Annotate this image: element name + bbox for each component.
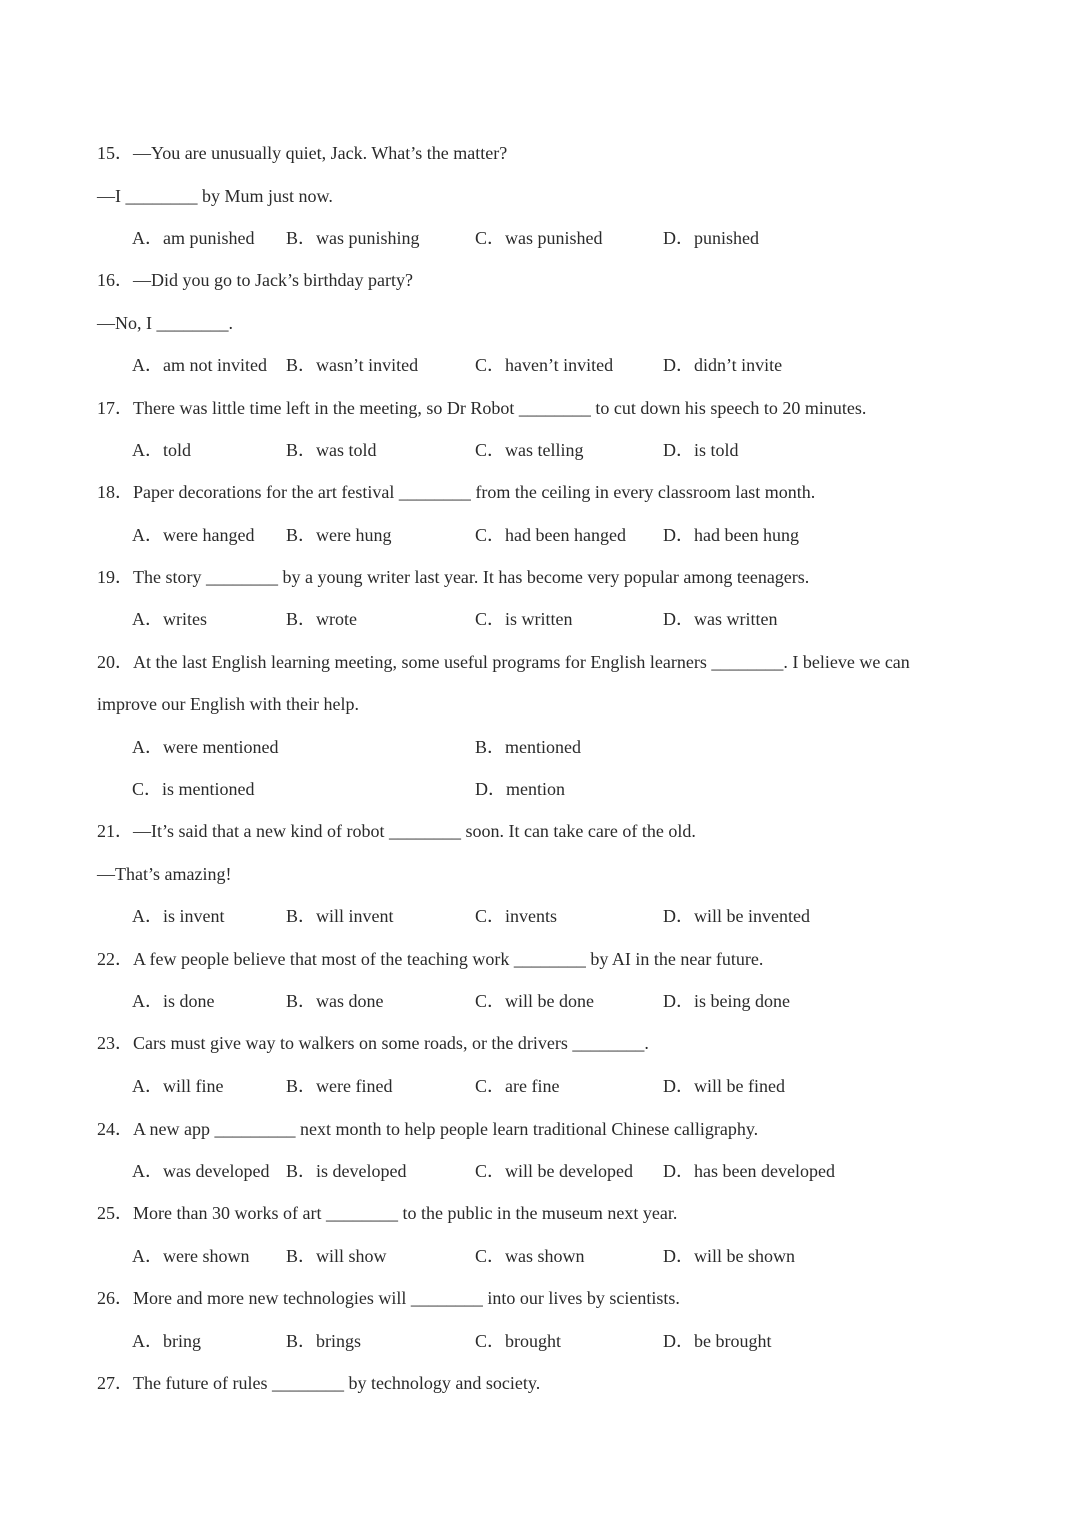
question-25-option-a: A．were shown [132, 1246, 250, 1266]
question-23-option-b: B．were fined [286, 1076, 393, 1096]
question-20-option-a: A．were mentioned [132, 737, 279, 757]
question-23-option-a: A．will fine [132, 1076, 224, 1096]
question-22-option-b: B．was done [286, 991, 384, 1011]
question-23-stem: 23．Cars must give way to walkers on some roads, or the drivers ________. [97, 1033, 649, 1053]
question-19-option-b: B．wrote [286, 609, 357, 629]
question-18-option-d: D．had been hung [663, 525, 799, 545]
question-21-stem-line2: —That’s amazing! [97, 864, 232, 884]
question-23-option-d: D．will be fined [663, 1076, 785, 1096]
question-20-option-d: D．mention [475, 779, 565, 799]
question-25-option-d: D．will be shown [663, 1246, 795, 1266]
question-24-option-b: B．is developed [286, 1161, 407, 1181]
question-16-stem: 16．—Did you go to Jack’s birthday party? [97, 270, 413, 290]
question-27-stem: 27．The future of rules ________ by technology and society. [97, 1373, 541, 1393]
question-19-option-a: A．writes [132, 609, 207, 629]
question-24-option-c: C．will be developed [475, 1161, 633, 1181]
question-18-option-a: A．were hanged [132, 525, 255, 545]
question-26-stem: 26．More and more new technologies will ________ into our lives by scientists. [97, 1288, 680, 1308]
question-19-option-d: D．was written [663, 609, 778, 629]
question-19-stem: 19．The story ________ by a young writer last year. It has become very popular among teenagers. [97, 567, 810, 587]
question-17-option-c: C．was telling [475, 440, 584, 460]
question-18-option-b: B．were hung [286, 525, 392, 545]
question-16-stem-line2: —No, I ________. [97, 313, 233, 333]
question-20-option-b: B．mentioned [475, 737, 581, 757]
question-22-option-a: A．is done [132, 991, 215, 1011]
question-26-option-d: D．be brought [663, 1331, 772, 1351]
question-18-stem: 18．Paper decorations for the art festival ________ from the ceiling in every classroom last month. [97, 482, 816, 502]
question-20-option-c: C．is mentioned [132, 779, 255, 799]
question-21-stem: 21．—It’s said that a new kind of robot ________ soon. It can take care of the old. [97, 821, 696, 841]
question-24-option-d: D．has been developed [663, 1161, 835, 1181]
question-17-option-b: B．was told [286, 440, 377, 460]
question-16-option-d: D．didn’t invite [663, 355, 783, 375]
question-16-option-b: B．wasn’t invited [286, 355, 419, 375]
question-20-stem-line2: improve our English with their help. [97, 694, 359, 714]
question-20-stem: 20．At the last English learning meeting, some useful programs for English learners ________. I believe we can [97, 652, 910, 672]
question-24-stem: 24．A new app _________ next month to help people learn traditional Chinese calligraphy. [97, 1119, 759, 1139]
question-15-option-c: C．was punished [475, 228, 603, 248]
question-17-stem: 17．There was little time left in the meeting, so Dr Robot ________ to cut down his speech to 20 minutes. [97, 398, 867, 418]
question-24-option-a: A．was developed [132, 1161, 270, 1181]
question-26-option-c: C．brought [475, 1331, 562, 1351]
question-21-option-a: A．is invent [132, 906, 225, 926]
question-23-option-c: C．are fine [475, 1076, 560, 1096]
question-22-option-d: D．is being done [663, 991, 790, 1011]
question-17-option-a: A．told [132, 440, 192, 460]
question-15-stem-line2: —I ________ by Mum just now. [97, 186, 333, 206]
question-21-option-c: C．invents [475, 906, 558, 926]
question-25-option-b: B．will show [286, 1246, 387, 1266]
question-26-option-a: A．bring [132, 1331, 201, 1351]
question-15-option-d: D．punished [663, 228, 759, 248]
question-25-stem: 25．More than 30 works of art ________ to the public in the museum next year. [97, 1203, 678, 1223]
question-21-option-d: D．will be invented [663, 906, 810, 926]
question-17-option-d: D．is told [663, 440, 739, 460]
question-22-option-c: C．will be done [475, 991, 594, 1011]
question-16-option-c: C．haven’t invited [475, 355, 614, 375]
question-25-option-c: C．was shown [475, 1246, 585, 1266]
question-16-option-a: A．am not invited [132, 355, 267, 375]
question-15-option-b: B．was punishing [286, 228, 420, 248]
question-15-stem: 15．—You are unusually quiet, Jack. What’s the matter? [97, 143, 508, 163]
question-21-option-b: B．will invent [286, 906, 394, 926]
question-19-option-c: C．is written [475, 609, 573, 629]
question-22-stem: 22．A few people believe that most of the teaching work ________ by AI in the near future. [97, 949, 764, 969]
question-18-option-c: C．had been hanged [475, 525, 626, 545]
question-26-option-b: B．brings [286, 1331, 362, 1351]
question-15-option-a: A．am punished [132, 228, 255, 248]
